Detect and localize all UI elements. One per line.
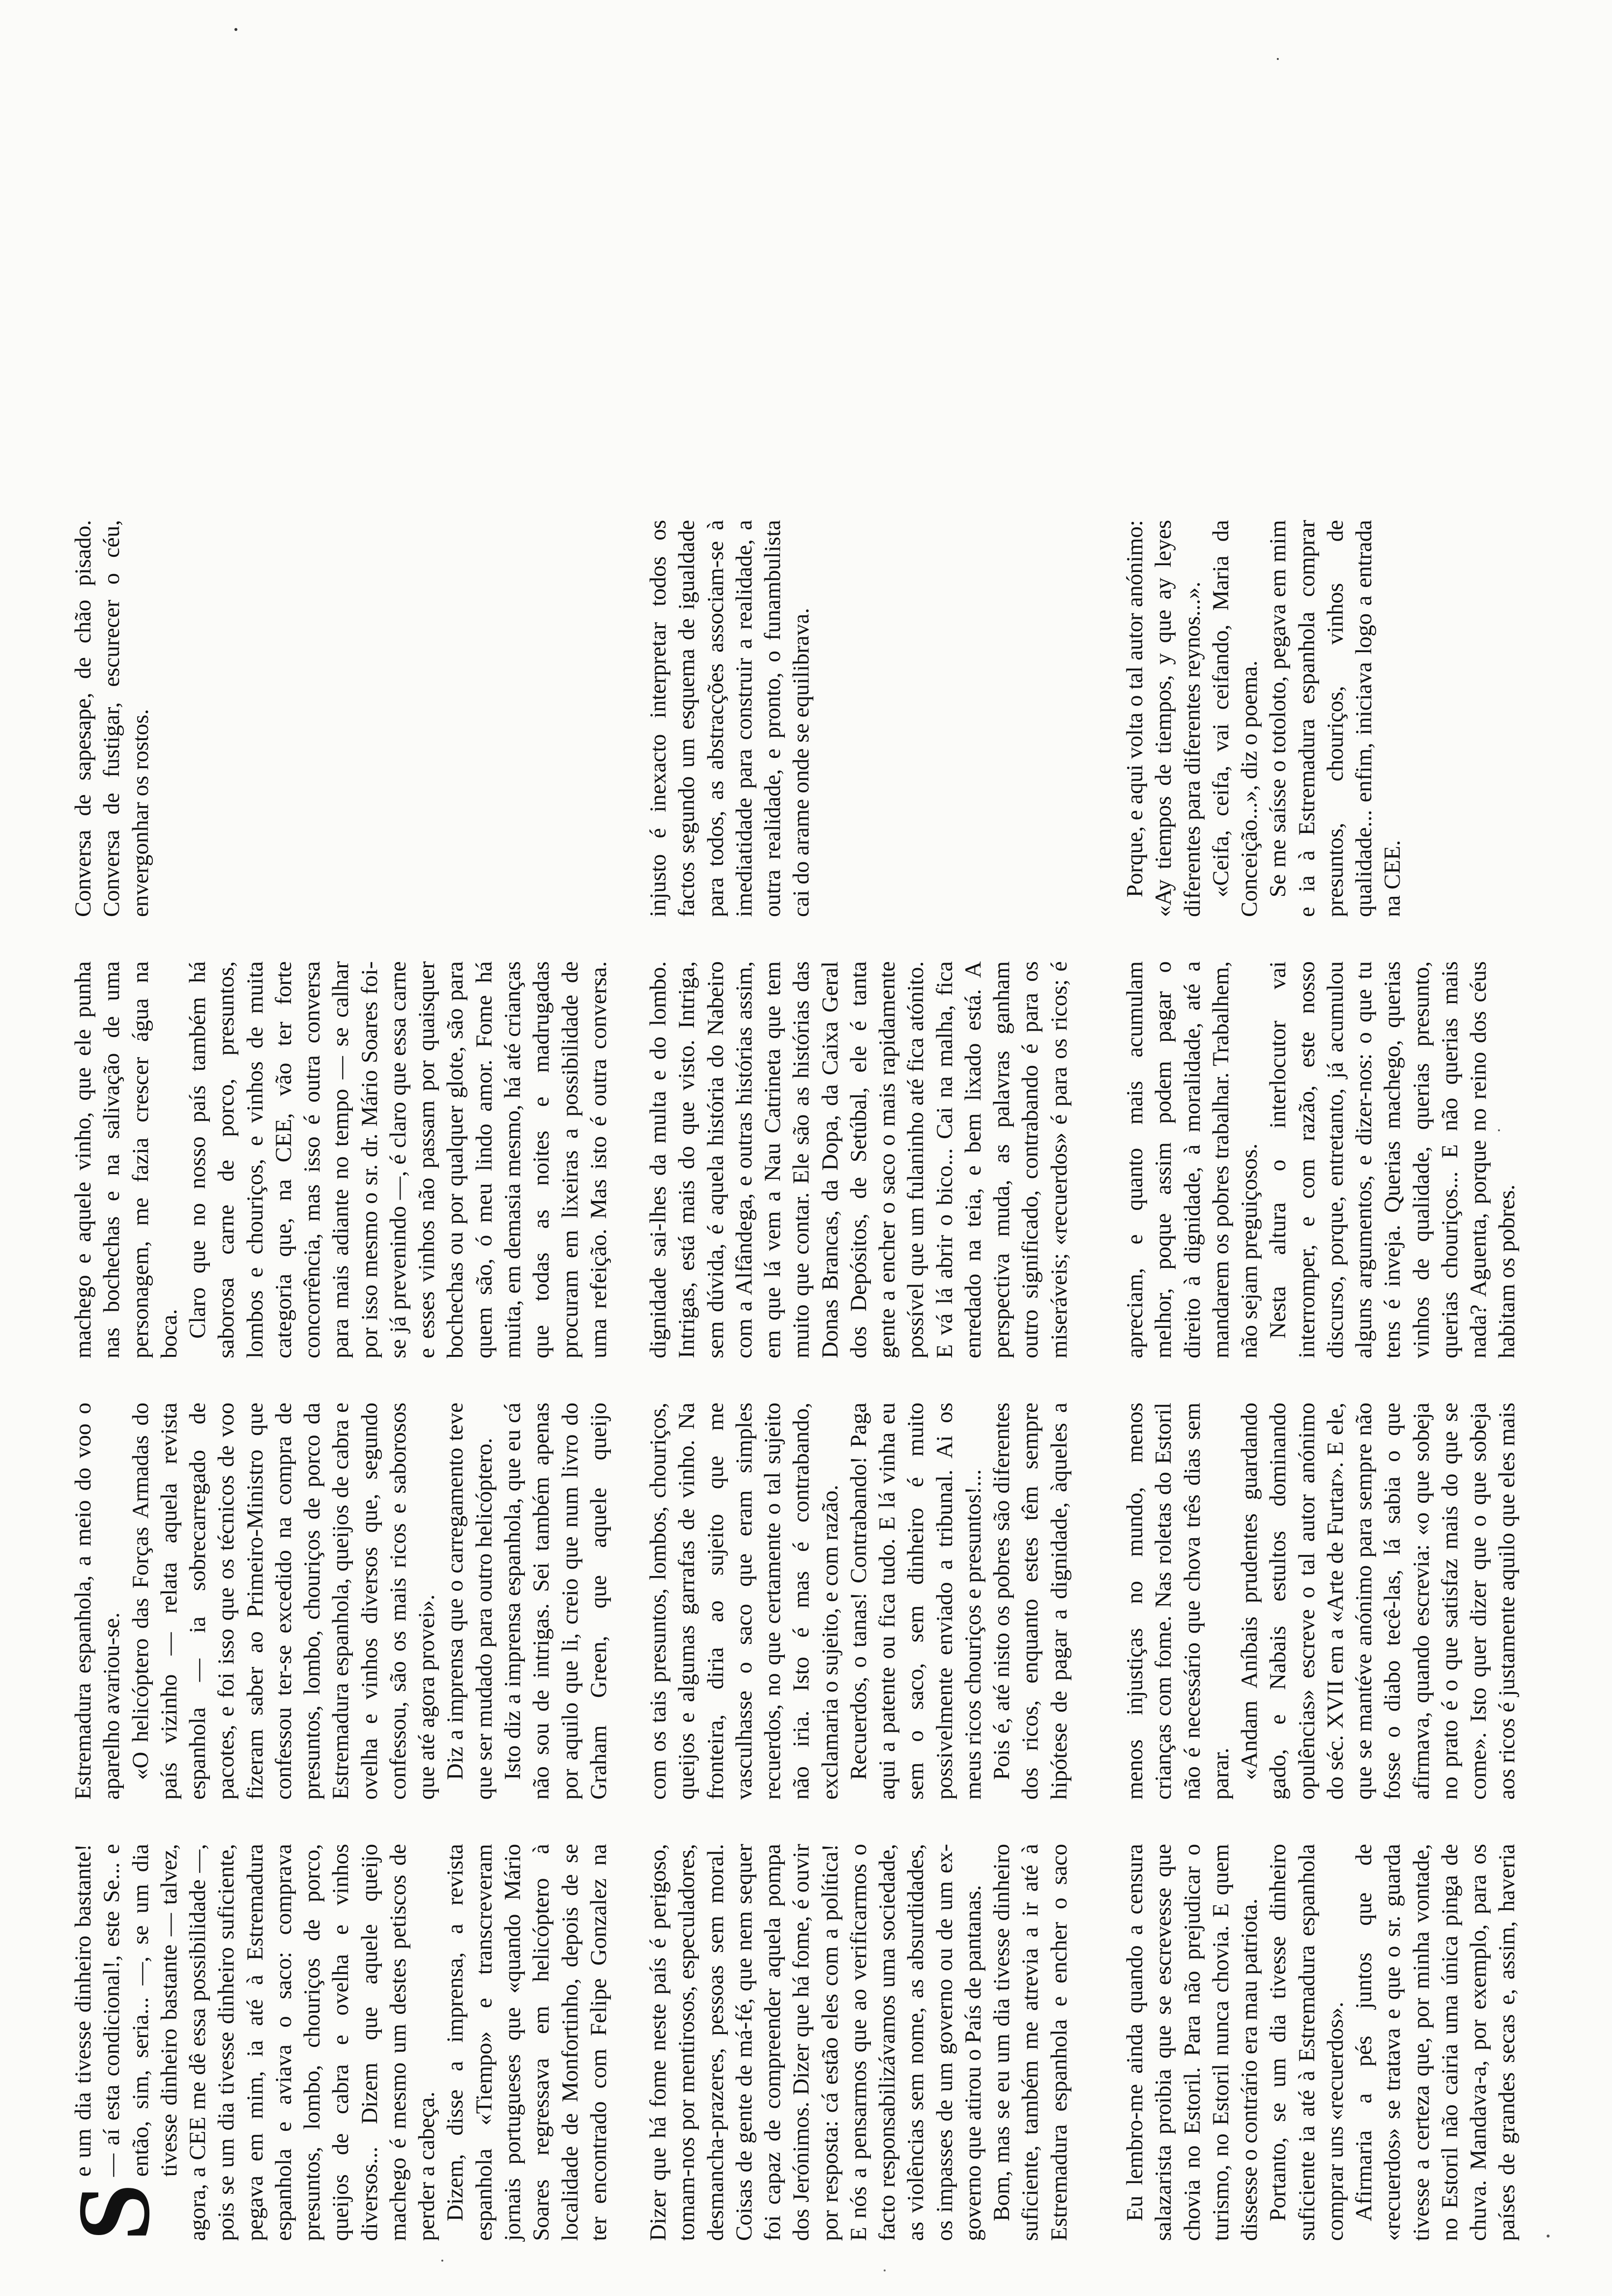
paragraph: Recuerdos, o tanas! Contrabando! Paga aqui a patente ou fica tudo. E lá vinha eu sem o saco, sem dinheiro é muito possivelmente enviado a tribunal. Ai os meus ricos chouriços e presuntos!...	[845, 1403, 986, 1800]
paragraph: Porque, e aqui volta o tal autor anónimo: «Ay tiempos de tiempos, y que ay leyes diferentes para diferentes reynos...».	[1122, 520, 1205, 917]
paragraph: Se me saísse o totoloto, pegava em mim e ia à Estremadura espanhola comprar presuntos, chouriços, vinhos de qualidade... enfim, iniciava logo a entrada na CEE.	[1265, 520, 1406, 917]
paragraph: Dizem, disse a imprensa, a revista espanhola «Tiempo» e transcreveram jornais portugueses que «quando Mário Soares regressava em helicóptero à localidade de Monfortinho, depois de se ter encontrado com Felipe Gonzalez na Estremadura espanhola, a meio do voo o aparelho avariou-se.	[70, 1403, 611, 2241]
paragraph: Dizer que há fome neste país é perigoso, tomam-nos por mentirosos, especuladores, desmancha-prazeres, pessoas sem moral. Coisas de gente de má-fé, que nem sequer foi capaz de compreender aquela pompa dos Jerónimos. Dizer que há fome, é ouvir por resposta: cá estão eles com a política! E nós a pensarmos que ao verificarmos o facto responsabilizávamos uma sociedade, as violências sem nome, as absurdidades, os impasses de um governo ou de um ex-governo que atirou o País de pantanas.	[645, 1844, 986, 2241]
paragraph: Afirmaria a pés juntos que de «recuerdos» se tratava e que o sr. guarda tivesse a certeza que, por minha vontade, no Estoril não cairia uma única pinga de chuva. Mandava-a, por exemplo, para os países de grandes secas e, assim, haveria menos injustiças no mundo, menos crianças com fome. Nas roletas do Estoril não é necessário que chova três dias sem parar.	[1122, 1403, 1520, 2241]
paragraph: «Andam Aníbais prudentes guardando gado, e Nabais estultos dominando opulências» escreve o tal autor anónimo do séc. XVII em a «Arte de Furtar». E ele, que se mantéve anónimo para sempre não fosse o diabo tecê-las, lá sabia o que afirmava, quando escrevia: «o que sobeja no prato é o que satisfaz mais do que se come». Isto quer dizer que o que sobeja aos ricos é justamente aquilo que eles mais apreciam, e quanto mais acumulam melhor, poque assim podem pagar o direito à dignidade, à moralidade, até a mandarem os pobres trabalhar. Trabalhem, não sejam preguiçosos.	[1122, 961, 1520, 1800]
drop-cap: S	[57, 2183, 171, 2241]
paragraph: Diz a imprensa que o carregamento teve que ser mudado para outro helicóptero.	[442, 1403, 497, 1800]
paragraph: Nesta altura o interlocutor vai interromper, e com razão, este nosso discurso, porque, entretanto, já acumulou alguns argumentos, e dizer-nos: o que tu tens é inveja. Querias machego, querias vinhos de qualidade, querias presunto, querias chouriços... E não querias mais nada? Aguenta, porque no reino dos céus habitam os pobres.	[1265, 961, 1520, 1358]
paragraph: Bom, mas se eu um dia tivesse dinheiro suficiente, também me atrevia a ir até à Estremadura espanhola e encher o saco com os tais presuntos, lombos, chouriços, queijos e algumas garrafas de vinho. Na fronteira, diria ao sujeito que me vasculhasse o saco que eram simples recuerdos, no que certamente o tal sujeito não iria. Isto é mas é contrabando, exclamaria o sujeito, e com razão.	[645, 1403, 1072, 2241]
rotated-article	[57, 79, 1543, 2241]
paragraph: Eu lembro-me ainda quando a censura salazarista proibia que se escrevesse que chovia no Estoril. Para não prejudicar o turismo, no Estoril nunca chovia. E quem dissesse o contrário era mau patriota.	[1122, 1844, 1263, 2241]
paragraph: «O helicóptero das Forças Armadas do país vizinho — relata aquela revista espanhola — ia sobrecarregado de pacotes, e foi isso que os técnicos de voo fizeram saber ao Primeiro-Ministro que confessou ter-se excedido na compra de presuntos, lombo, chouriços de porco da Estremadura espanhola, queijos de cabra e ovelha e vinhos diversos que, segundo confessou, são os mais ricos e saborosos que até agora provei».	[127, 1403, 440, 1800]
paragraph: Isto diz a imprensa espanhola, que eu cá não sou de intrigas. Sei também apenas por aquilo que li, creio que num livro do Graham Green, que aquele queijo machego e aquele vinho, que ele punha nas bochechas e na salivação de uma personagem, me fazia crescer água na boca.	[70, 961, 611, 1800]
article-tier-middle	[644, 79, 1096, 2241]
paragraph: Claro que no nosso país também há saborosa carne de porco, presuntos, lombos e chouriços, e vinhos de muita categoria que, na CEE, vão ter forte concorrência, mas isso é outra conversa para mais adiante no tempo — se calhar por isso mesmo o sr. dr. Mário Soares foi-se já prevenindo —, é claro que essa carne e esses vinhos não passam por quaisquer bochechas ou por qualquer glote, são para quem são, ó meu lindo amor. Fome há muita, em demasia mesmo, há até crianças que todas as noites e madrugadas procuram em lixeiras a possibilidade de uma refeição. Mas isto é outra conversa. Conversa de sapesape, de chão pisado. Conversa de fustigar, escurecer o céu, envergonhar os rostos.	[70, 520, 611, 1358]
article-tier-bottom	[1121, 79, 1543, 2241]
paragraph	[57, 1844, 441, 2241]
paragraph-text: e um dia tivesse dinheiro bastante! — aí esta condicional!, este Se... e então, sim, seria... —, se um dia tivesse dinheiro bastante — talvez, agora, a CEE me dê essa possibilidade —, pois se um dia tivesse dinheiro suficiente, pegava em mim, ia até à Estremadura espanhola e aviava o saco: comprava presuntos, lombo, chouriços de porco, queijos de cabra e ovelha e vinhos diversos... Dizem que aquele queijo machego é mesmo um destes petiscos de perder a cabeça.	[70, 1844, 440, 2241]
paragraph: Pois é, até nisto os pobres são diferentes dos ricos, enquanto estes têm sempre hipótese de pagar a dignidade, àqueles a dignidade sai-lhes da multa e do lombo. Intrigas, está mais do que visto. Intriga, sem dúvida, é aquela história do Nabeiro com a Alfândega, e outras histórias assim, em que lá vem a Nau Catrineta que tem muito que contar. Ele são as histórias das Donas Brancas, da Dopa, da Caixa Geral dos Depósitos, de Setúbal, ele é tanta gente a encher o saco o mais rapidamente possível que um fulaninho até fica atónito. E vá lá abrir o bico... Cai na malha, fica enredado na teia, e bem lixado está. A perspectiva muda, as palavras ganham outro significado, contrabando é para os miseráveis; «recuerdos» é para os ricos; é injusto é inexacto interpretar todos os factos segundo um esquema de igualdade para todos, as abstracções associam-se à imediatidade para construir a realidade, a outra realidade, e pronto, o funambulista cai do arame onde se equilibrava.	[645, 520, 1072, 1800]
paragraph: Portanto, se um dia tivesse dinheiro suficiente ia até à Estremadura espanhola comprar uns «recuerdos».	[1265, 1844, 1348, 2241]
article-tier-top	[57, 79, 619, 2241]
paragraph: «Ceifa, ceifa, vai ceifando, Maria da Conceição...», diz o poema.	[1208, 520, 1263, 917]
